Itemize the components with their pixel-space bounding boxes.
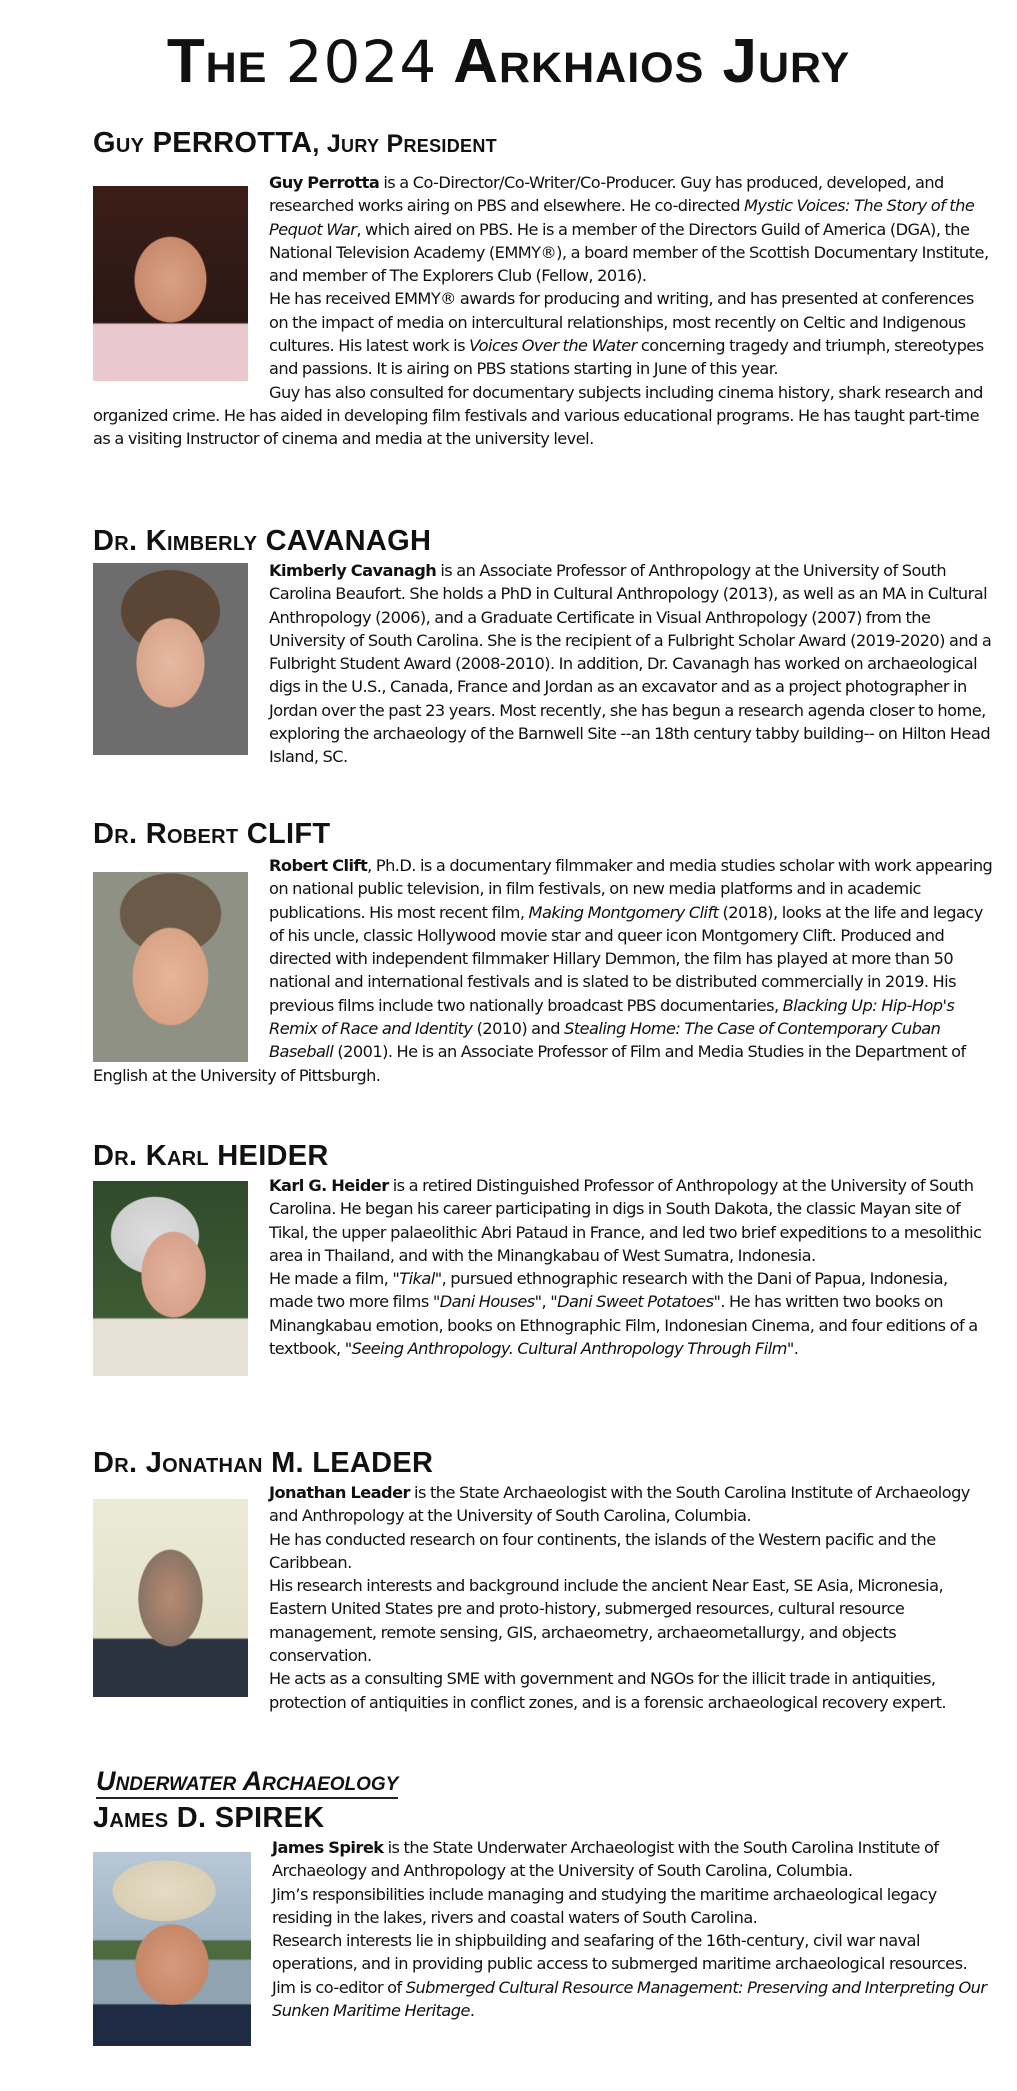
bio-text: is the State Archaeologist with the South Carolina Institute of Archaeology and Anthropology at the University of South Carolina, Columbia.	[269, 1483, 970, 1526]
bio-text: concerning tragedy and triumph, stereotypes and passions. It is airing on PBS stations starting in June of this year.	[269, 336, 984, 379]
member-name: Guy PERROTTA	[93, 127, 313, 159]
title-main: Arkhaios Jury	[453, 27, 851, 96]
bio-text: ", pursued ethnographic research with the Dani of Papua, Indonesia, made two more films "	[269, 1269, 948, 1312]
bio-text: is an Associate Professor of Anthropology at the University of South Carolina Beaufort. She holds a PhD in Cultural Anthropology (2013), as well as an MA in Cultural Anthropology (2006), and a Graduate Certificate in Visual Anthropology (2007) from the University of South Carolina. She is the recipient of a Fulbright Scholar Award (2019-2020) and a Fulbright Student Award (2008-2010). In addition, Dr. Cavanagh has worked on archaeological digs in the U.S., Canada, France and Jordan as an excavator and as a project photographer in Jordan over the past 23 years. Most recently, she has begun a research agenda closer to home, exploring the archaeology of the Barnwell Site --an 18th century tabby building-- on Hilton Head Island, SC.	[269, 561, 992, 767]
bio-text: Guy has also consulted for documentary subjects including cinema history, shark research and organized crime. He has aided in developing film festivals and various educational programs. He has taught part-time as a visiting Instructor of cinema and media at the university level.	[93, 382, 983, 449]
member-name: Dr. Robert CLIFT	[93, 818, 331, 850]
page-title	[0, 27, 1017, 96]
bio-text: He has conducted research on four continents, the islands of the Western pacific and the Caribbean.	[269, 1529, 936, 1572]
bio-title-italic: Mystic Voices: The Story of the Pequot War	[269, 196, 975, 239]
bio-paragraph	[93, 381, 993, 451]
bio-title-italic: Blacking Up: Hip-Hop's Remix of Race and Identity	[269, 995, 955, 1039]
member-photo	[93, 1181, 248, 1376]
member-bio	[93, 1836, 993, 2046]
bio-title-italic: Tikal	[399, 1269, 435, 1289]
bio-text: He made a film, "	[269, 1269, 400, 1289]
bio-text: ".	[786, 1339, 799, 1359]
member-name: Dr. Jonathan M. LEADER	[93, 1447, 434, 1479]
member-name: Dr. Kimberly CAVANAGH	[93, 525, 432, 557]
member-bio	[93, 1481, 993, 1714]
bio-name-bold: Kimberly Cavanagh	[269, 561, 437, 580]
bio-text: Research interests lie in shipbuilding and seafaring of the 16th-century, civil war naval operations, and in providing public access to submerged maritime archaeological resources.	[272, 1931, 968, 1974]
bio-text: (2010) and	[472, 1019, 565, 1039]
bio-title-italic: Dani Houses	[439, 1292, 535, 1312]
bio-text: His research interests and background include the ancient Near East, SE Asia, Micronesia, Eastern United States pre and proto-history, submerged resources, cultural resource management, remote sensing, GIS, archaeometry, archaeometallurgy, and objects conservation.	[269, 1576, 944, 1666]
member-bio	[93, 854, 993, 1087]
bio-name-bold: Guy Perrotta	[269, 173, 380, 192]
member-role: , Jury President	[312, 130, 497, 158]
bio-text: .	[469, 2001, 475, 2021]
bio-title-italic: Stealing Home: The Case of Contemporary Cuban Baseball	[269, 1019, 941, 1062]
member-heading	[93, 1447, 433, 1479]
bio-text: ". He has written two books on Minangkabau emotion, books on Ethnographic Film, Indonesian Cinema, and four editions of a textbook, "	[269, 1292, 978, 1359]
member-heading	[93, 127, 497, 160]
bio-text: Jim’s responsibilities include managing and studying the maritime archaeological legacy residing in the lakes, rivers and coastal waters of South Carolina.	[272, 1884, 937, 1927]
bio-title-italic: Voices Over the Water	[469, 336, 637, 356]
bio-name-bold: Karl G. Heider	[269, 1176, 389, 1195]
bio-text: (2018), looks at the life and legacy of his uncle, classic Hollywood movie star and queer icon Montgomery Clift. Produced and directed with independent filmmaker Hillary Demmon, the film has played at more than 50 national and international festivals and is slated to be distributed commercially in 2019. His previous films include two nationally broadcast PBS documentaries,	[269, 902, 983, 1015]
bio-text: , which aired on PBS. He is a member of the Directors Guild of America (DGA), the National Television Academy (EMMY®), a board member of the Scottish Documentary Institute, and member of The Explorers Club (Fellow, 2016).	[269, 219, 989, 286]
bio-title-italic: Dani Sweet Potatoes	[557, 1292, 714, 1312]
member-heading	[93, 525, 431, 557]
member-name: James D. SPIREK	[93, 1802, 325, 1834]
member-bio	[93, 1174, 993, 1376]
member-name: Dr. Karl HEIDER	[93, 1140, 329, 1172]
bio-name-bold: Robert Clift	[269, 856, 368, 875]
member-bio	[93, 559, 993, 769]
bio-text: is a retired Distinguished Professor of Anthropology at the University of South Carolina. He began his career participating in digs in South Dakota, the classic Mayan site of Tikal, the upper palaeolithic Abri Pataud in France, and led two brief expeditions to a mesolithic area in Thailand, and with the Minangkabau of West Sumatra, Indonesia.	[269, 1176, 982, 1265]
bio-text: , Ph.D. is a documentary filmmaker and media studies scholar with work appearing on national public television, in film festivals, on new media platforms and in academic publications. His most recent film,	[269, 856, 993, 922]
bio-text: Jim is co-editor of	[272, 1977, 406, 1997]
member-heading	[93, 1802, 325, 1834]
title-prefix: The	[166, 27, 268, 96]
member-heading	[93, 1140, 329, 1172]
member-photo	[93, 1852, 251, 2046]
bio-text: ", "	[534, 1292, 558, 1312]
bio-text: (2001). He is an Associate Professor of Film and Media Studies in the Department of English at the University of Pittsburgh.	[93, 1042, 966, 1085]
title-year: 2024	[285, 28, 438, 96]
bio-text: is a Co-Director/Co-Writer/Co-Producer. Guy has produced, developed, and researched works airing on PBS and elsewhere. He co-directed	[269, 173, 944, 216]
bio-text: He acts as a consulting SME with government and NGOs for the illicit trade in antiquities, protection of antiquities in conflict zones, and is a forensic archaeological recovery expert.	[269, 1669, 946, 1712]
bio-title-italic: Making Montgomery Clift	[528, 902, 719, 922]
bio-text: is the State Underwater Archaeologist with the South Carolina Institute of Archaeology and Anthropology at the University of South Carolina, Columbia.	[272, 1838, 939, 1881]
member-photo	[93, 872, 248, 1062]
member-photo	[93, 1499, 248, 1697]
bio-title-italic: Seeing Anthropology. Cultural Anthropology Through Film	[351, 1339, 787, 1359]
category-heading-underwater: Underwater Archaeology	[96, 1766, 398, 1799]
bio-name-bold: Jonathan Leader	[269, 1483, 410, 1502]
member-photo	[93, 563, 248, 755]
member-bio	[93, 171, 993, 451]
bio-name-bold: James Spirek	[272, 1838, 384, 1857]
member-heading	[93, 818, 330, 850]
bio-text: He has received EMMY® awards for producing and writing, and has presented at conferences on the impact of media on intercultural relationships, most recently on Celtic and Indigenous cultures. His latest work is	[269, 289, 974, 356]
member-photo	[93, 186, 248, 381]
bio-title-italic: Submerged Cultural Resource Management: Preserving and Interpreting Our Sunken Maritime Heritage	[272, 1977, 987, 2021]
